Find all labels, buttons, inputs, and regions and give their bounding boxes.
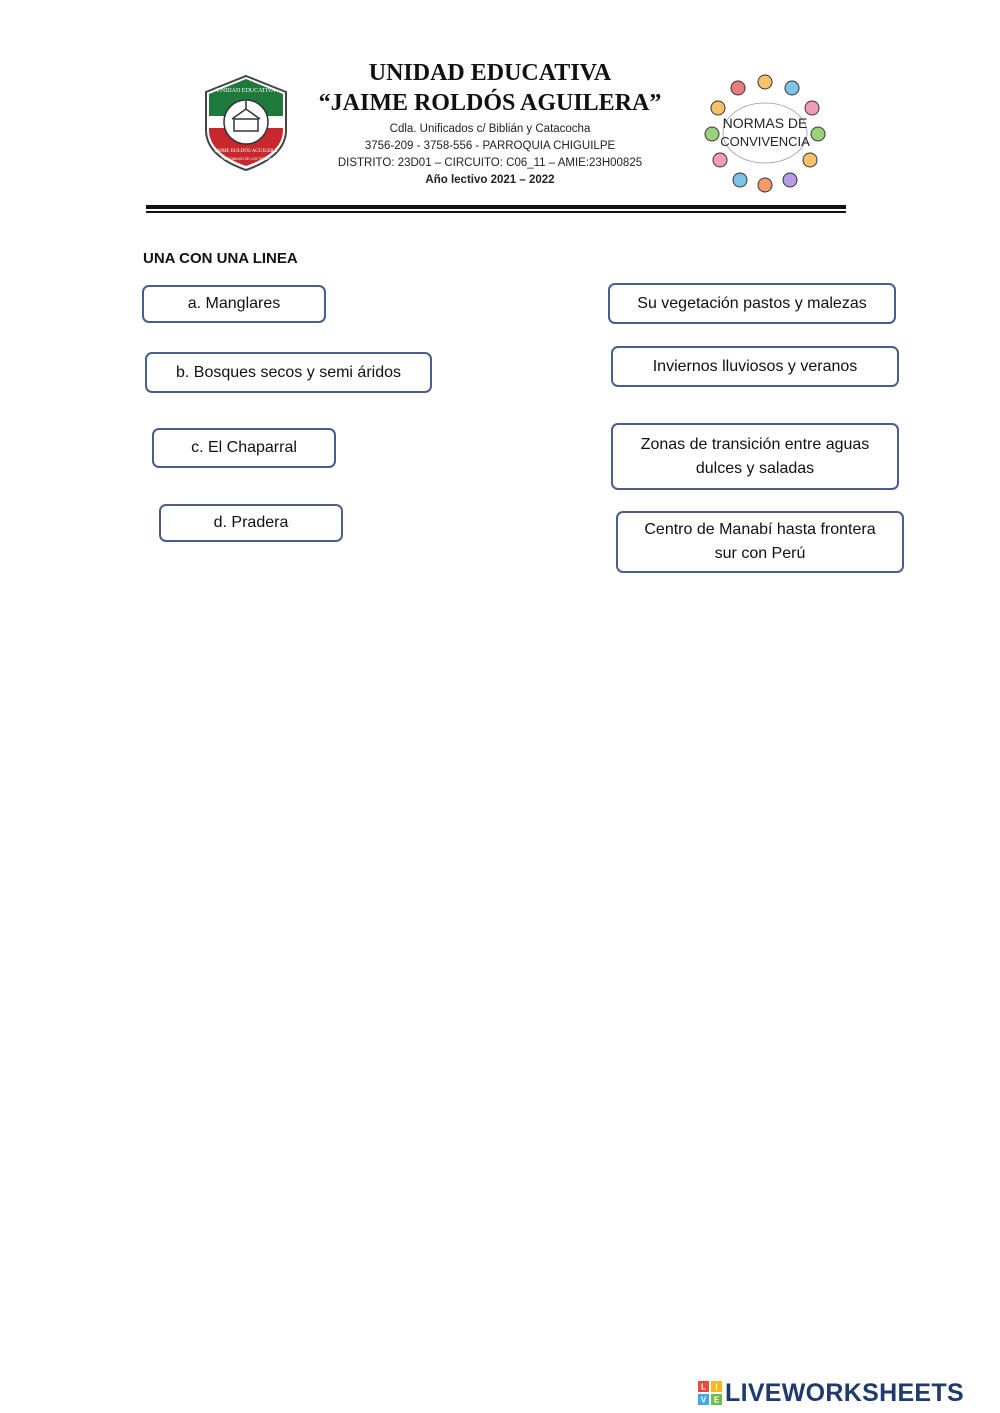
svg-text:E: E [713, 1395, 720, 1405]
liveworksheets-mark-icon [698, 1381, 722, 1405]
header-rule-thick [146, 205, 846, 209]
left-item-c-label: c. El Chaparral [191, 439, 297, 456]
right-item-1-label: Su vegetación pastos y malezas [637, 294, 867, 312]
right-item-4-line1: Centro de Manabí hasta frontera [644, 521, 876, 538]
svg-text:SANTO DOMINGO DE LOS TSÁCHILAS: SANTO DOMINGO DE LOS TSÁCHILAS [214, 157, 278, 161]
school-title-line1: UNIDAD EDUCATIVA [368, 60, 612, 86]
school-title-line2: “JAIME ROLDÓS AGUILERA” [318, 90, 662, 116]
svg-text:JAIME ROLDÓS AGUILERA: JAIME ROLDÓS AGUILERA [214, 149, 278, 154]
svg-text:UNIDAD EDUCATIVA: UNIDAD EDUCATIVA [216, 88, 276, 94]
left-item-a-label: a. Manglares [187, 295, 281, 312]
school-address: Cdla. Unificados c/ Biblián y Catacocha [389, 123, 591, 135]
liveworksheets-wordmark: LIVEWORKSHEETS [725, 1378, 964, 1407]
right-item-2[interactable] [611, 346, 899, 387]
school-logo [196, 72, 296, 172]
svg-text:NORMAS DE: NORMAS DE [722, 115, 808, 131]
left-item-b[interactable] [145, 352, 432, 393]
svg-text:I: I [715, 1382, 718, 1392]
svg-text:CONVIVENCIA: CONVIVENCIA [720, 134, 810, 149]
right-item-3[interactable] [611, 423, 899, 490]
left-item-d-label: d. Pradera [213, 514, 289, 531]
left-item-b-label: b. Bosques secos y semi áridos [176, 363, 401, 381]
svg-text:V: V [700, 1395, 707, 1405]
header-rule-thin [146, 211, 846, 213]
right-item-3-line1: Zonas de transición entre aguas [640, 435, 870, 453]
left-item-d[interactable] [159, 504, 343, 542]
school-year: Año lectivo 2021 – 2022 [425, 174, 555, 186]
left-item-c[interactable] [152, 428, 336, 468]
school-district: DISTRITO: 23D01 – CIRCUITO: C06_11 – AMIE:23H00825 [337, 157, 643, 169]
school-phones: 3756-209 - 3758-556 - PARROQUIA CHIGUILPE [364, 140, 616, 152]
left-item-a[interactable] [142, 285, 326, 323]
liveworksheets-brand [698, 1378, 964, 1408]
right-item-1[interactable] [608, 283, 896, 324]
right-item-4[interactable] [616, 511, 904, 573]
instruction-heading: UNA CON UNA LINEA [143, 250, 298, 267]
svg-text:L: L [701, 1382, 706, 1392]
right-item-4-line2: sur con Perú [714, 545, 806, 562]
normas-convivencia-logo [702, 70, 828, 194]
right-item-3-line2: dulces y saladas [695, 459, 815, 477]
right-item-2-label: Inviernos lluviosos y veranos [652, 357, 858, 375]
